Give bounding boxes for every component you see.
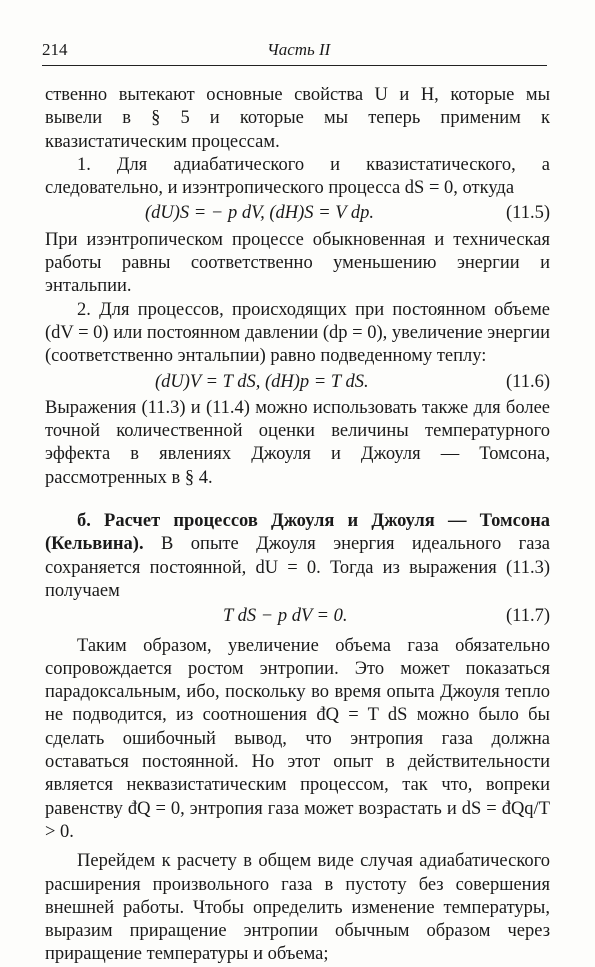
equation-11-7: [45, 605, 550, 628]
equation-11-6: [45, 371, 550, 394]
section-text: В опыте Джоуля энергия идеального газа сохраняется постоянной, dU = 0. Тогда из выражения (11.3) получаем: [45, 534, 550, 601]
paragraph-entropy-growth: Таким образом, увеличение объема газа обязательно сопровождается ростом энтропии. Это может показаться парадоксальным, ибо, поскольку во время опыта Джоуля тепло не подводится, из соотношения đQ = T dS можно было бы сделать ошибочный вывод, что энтропия газа должна оставаться постоянной. Но этот опыт в действительности является неквазистатическим процессом, так что, вопреки равенству đQ = 0, энтропия газа может возрастать и dS = đQq/T > 0.: [45, 635, 550, 842]
equation-number: (11.6): [505, 371, 550, 392]
paragraph-continuation: ственно вытекают основные свойства U и H, которые мы вывели в § 5 и которые мы теперь применим к квазистатическим процессам.: [45, 85, 550, 152]
paragraph-section-b: [45, 510, 550, 603]
paragraph-expressions: Выражения (11.3) и (11.4) можно использовать также для более точной количественной оценки величины температурного эффекта в явлениях Джоуля и Джоуля — Томсона, рассмотренных в § 4.: [45, 397, 550, 488]
paragraph-item-2: 2. Для процессов, происходящих при постоянном объеме (dV = 0) или постоянном давлении (dp = 0), увеличение энергии (соответственно энтальпии) равно подведенному теплу:: [45, 299, 550, 367]
header-rule: [42, 65, 547, 66]
equation-number: (11.7): [505, 606, 550, 627]
paragraph-item-1: 1. Для адиабатического и квазистатического, а следовательно, и изэнтропического процесса dS = 0, откуда: [45, 154, 550, 199]
page-body: [45, 84, 550, 967]
equation-expression: T dS − p dV = 0.: [223, 606, 348, 627]
equation-number: (11.5): [505, 203, 550, 224]
equation-11-5: [45, 202, 550, 225]
page-header: [42, 40, 547, 66]
chapter-title: Часть II: [267, 40, 331, 59]
page-number: 214: [42, 40, 68, 59]
paragraph-adiabatic-expansion: Перейдем к расчету в общем виде случая адиабатического расширения произвольного газа в пустоту без совершения внешней работы. Чтобы определить изменение температуры, выразим приращение энтропии обычным образом через приращение температуры и объема;: [45, 851, 550, 965]
section-title: б. Расчет процессов Джоуля и Джоуля — Томсона (Кельвина).: [45, 511, 550, 555]
paragraph-isentropic: При изэнтропическом процессе обыкновенная и техническая работы равны соответственно уменьшению энергии и энтальпии.: [45, 229, 550, 297]
equation-expression: (dU)S = − p dV, (dH)S = V dp.: [145, 203, 374, 224]
equation-expression: (dU)V = T dS, (dH)p = T dS.: [155, 371, 369, 392]
